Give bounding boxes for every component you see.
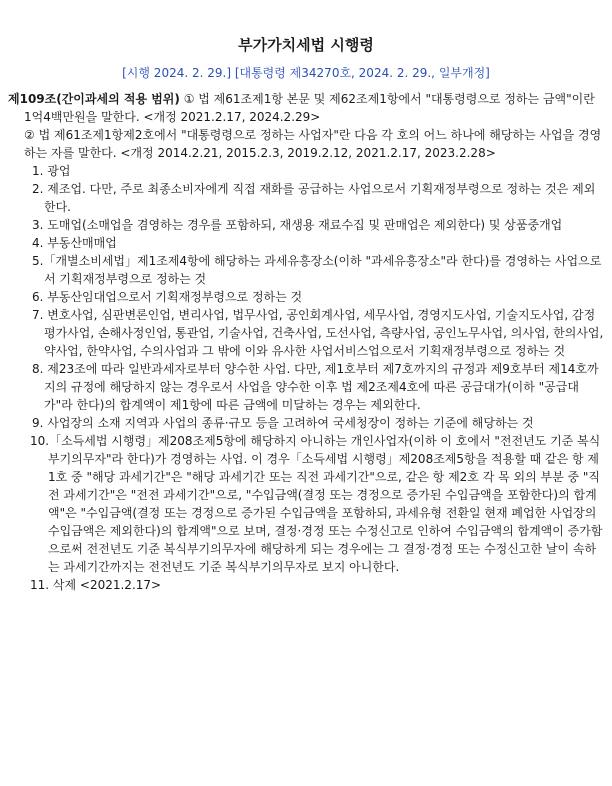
article-paragraph-2: ② 법 제61조제1항제2호에서 "대통령령으로 정하는 사업자"란 다음 각 호의 어느 하나에 해당하는 사업을 경영하는 자를 말한다. <개정 2014.2.21, 2015.2.3, 2019.2.12, 2021.2.17, 2023.2.28>	[24, 128, 602, 160]
list-item: 11. 삭제 <2021.2.17>	[30, 578, 162, 592]
paragraph-1-text: ① 법 제61조제1항 본문 및 제62조제1항에서 "대통령령으로 정하는 금액"이란 1억4백만원을 말한다. <개정 2021.2.17, 2024.2.29>	[24, 92, 595, 124]
item-list	[8, 162, 604, 594]
list-item: 4. 부동산매매업	[32, 236, 117, 250]
list-item: 7. 변호사업, 심판변론인업, 변리사업, 법무사업, 공인회계사업, 세무사업, 경영지도사업, 기술지도사업, 감정평가사업, 손해사정인업, 통관업, 기술사업, 건축사업, 도선사업, 측량사업, 공인노무사업, 의사업, 한의사업, 약사업, 한약사업, 수의사업과 그 밖에 이와 유사한 사업서비스업으로서 기획재정부령으로 정하는 것	[32, 308, 604, 358]
article-paragraph-1	[8, 90, 604, 126]
list-item: 2. 제조업. 다만, 주로 최종소비자에게 직접 재화를 공급하는 사업으로서 기획재정부령으로 정하는 것은 제외한다.	[32, 182, 596, 214]
list-item: 9. 사업장의 소재 지역과 사업의 종류·규모 등을 고려하여 국세청장이 정하는 기준에 해당하는 것	[32, 416, 534, 430]
document-subtitle: [시행 2024. 2. 29.] [대통령령 제34270호, 2024. 2. 29., 일부개정]	[122, 66, 490, 80]
list-item: 3. 도매업(소매업을 겸영하는 경우를 포함하되, 재생용 재료수집 및 판매업은 제외한다) 및 상품중개업	[32, 218, 563, 232]
list-item: 5.「개별소비세법」제1조제4항에 해당하는 과세유흥장소(이하 "과세유흥장소"라 한다)를 경영하는 사업으로서 기획재정부령으로 정하는 것	[32, 254, 602, 286]
law-document	[0, 34, 612, 786]
list-item: 8. 제23조에 따라 일반과세자로부터 양수한 사업. 다만, 제1호부터 제7호까지의 규정과 제9호부터 제14호까지의 규정에 해당하지 않는 경우로서 사업을 양수한 이후 법 제2조제4호에 따른 공급대가(이하 "공급대가"라 한다)의 합계액이 제1항에 따른 금액에 미달하는 경우는 제외한다.	[32, 362, 599, 412]
list-item: 1. 광업	[32, 164, 71, 178]
article-body	[8, 90, 604, 594]
list-item: 6. 부동산임대업으로서 기획재정부령으로 정하는 것	[32, 290, 303, 304]
article-heading: 제109조(간이과세의 적용 범위)	[8, 92, 180, 106]
list-item: 10.「소득세법 시행령」제208조제5항에 해당하지 아니하는 개인사업자(이하 이 호에서 "전전년도 기준 복식부기의무자"라 한다)가 경영하는 사업. 이 경우「소득세법 시행령」제208조제5항을 적용할 때 같은 항 제1호 중 "해당 과세기간"은 "해당 과세기간 또는 직전 과세기간"으로, 같은 항 제2호 각 목 외의 부분 중 "직전 과세기간"은 "전전 과세기간"으로, "수입금액(결정 또는 경정으로 증가된 수입금액을 포함한다)의 합계액"은 "수입금액(결정 또는 경정으로 증가된 수입금액을 포함하되, 과세유형 전환일 현재 폐업한 사업장의 수입금액은 제외한다)의 합계액"으로 보며, 결정·경정 또는 수정신고로 인하여 수입금액의 합계액이 증가함으로써 전전년도 기준 복식부기의무자에 해당하게 되는 경우에는 그 결정·경정 또는 수정신고한 날이 속하는 과세기간까지는 전전년도 기준 복식부기의무자로 보지 아니한다.	[30, 434, 603, 574]
document-title: 부가가치세법 시행령	[238, 36, 374, 54]
